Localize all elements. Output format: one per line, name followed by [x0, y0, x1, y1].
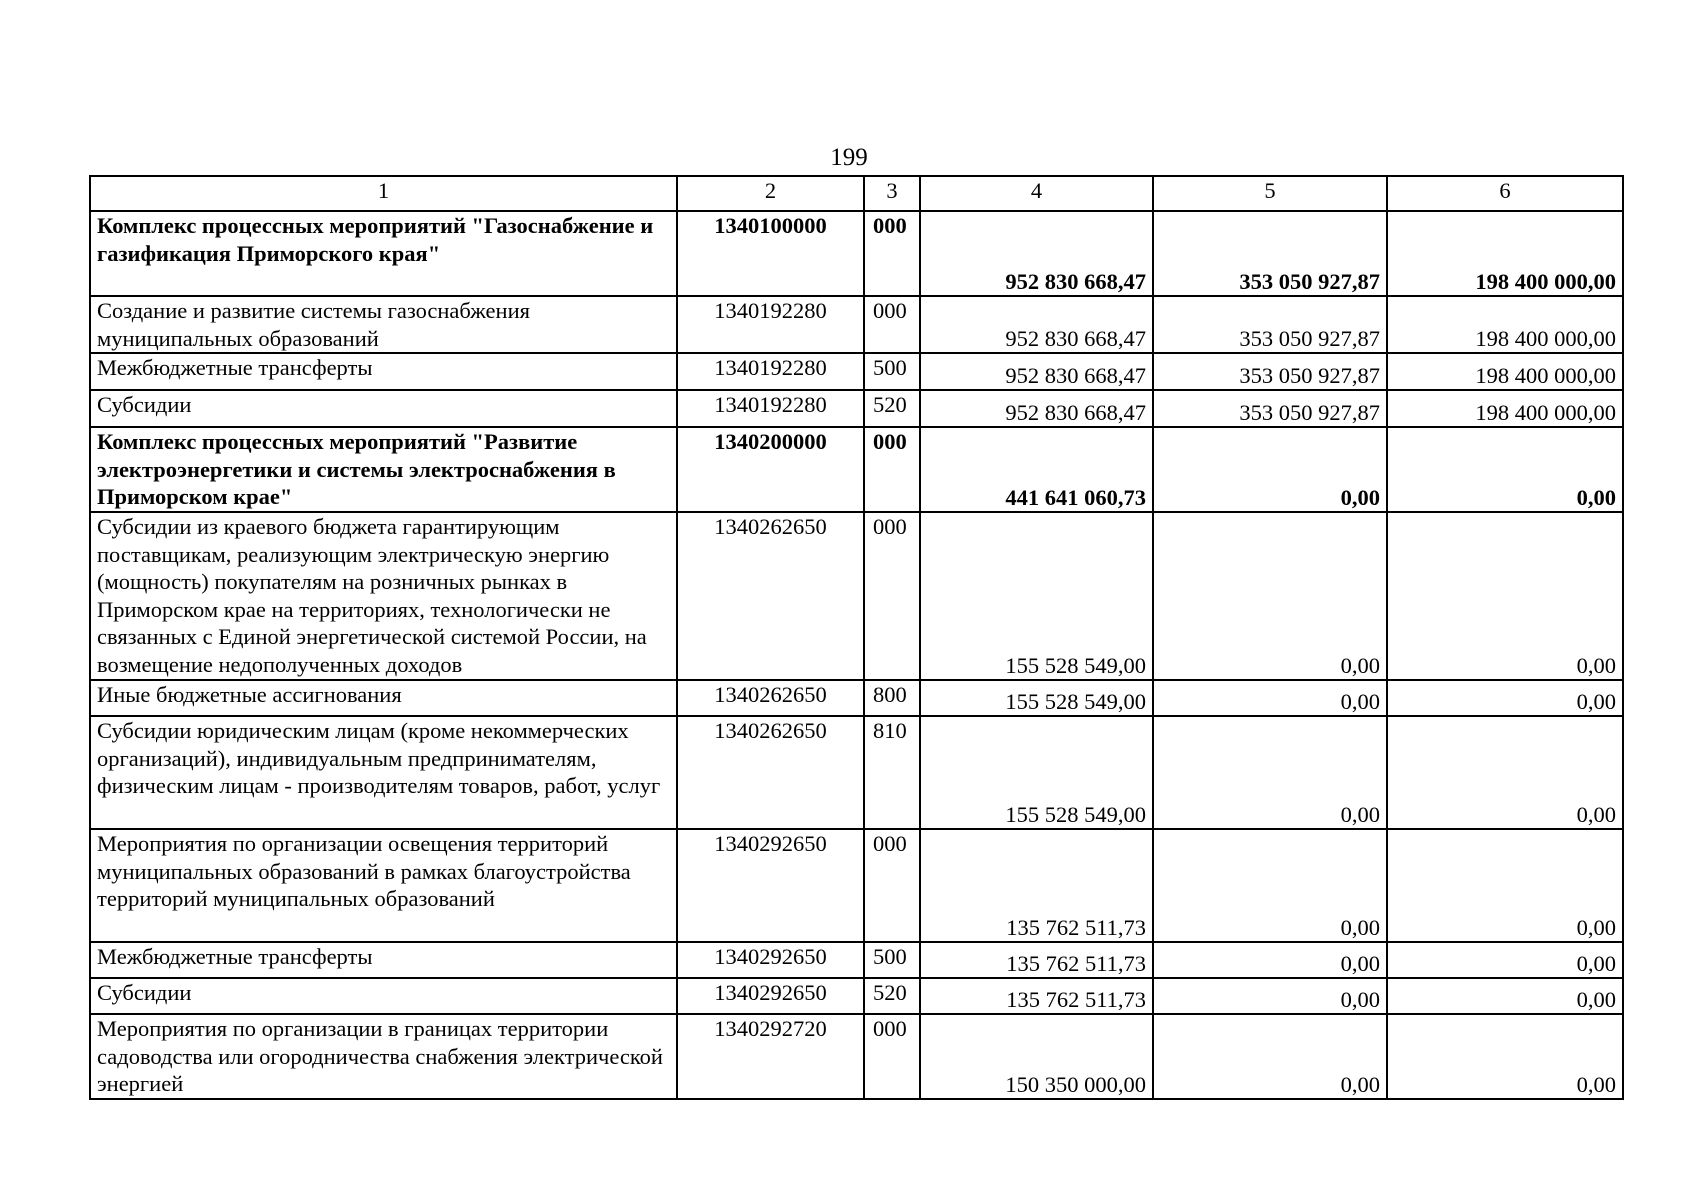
- row-name: Иные бюджетные ассигнования: [90, 680, 677, 716]
- table-row: [90, 512, 1623, 680]
- row-name: Мероприятия по организации в границах территории садоводства или огородничества снабжения электрической энергией: [90, 1014, 677, 1099]
- row-name: Межбюджетные трансферты: [90, 942, 677, 978]
- row-value-6: 0,00: [1387, 1014, 1623, 1099]
- row-code: 1340262650: [677, 512, 864, 680]
- row-value-5: 353 050 927,87: [1153, 296, 1387, 353]
- table-row: [90, 353, 1623, 390]
- table-row: [90, 716, 1623, 829]
- row-code: 1340292650: [677, 978, 864, 1014]
- row-name: Комплекс процессных мероприятий "Развитие электроэнергетики и системы электроснабжения в Приморском крае": [90, 427, 677, 512]
- row-value-4: 441 641 060,73: [920, 427, 1153, 512]
- header-cell: 4: [920, 176, 1153, 211]
- row-code: 1340262650: [677, 716, 864, 829]
- table-row: [90, 942, 1623, 978]
- row-name: Мероприятия по организации освещения территорий муниципальных образований в рамках благоустройства территорий муниципальных образований: [90, 829, 677, 942]
- row-code: 1340192280: [677, 390, 864, 427]
- row-kvr: 500: [864, 353, 920, 390]
- row-value-6: 198 400 000,00: [1387, 390, 1623, 427]
- row-value-5: 0,00: [1153, 716, 1387, 829]
- row-kvr: 000: [864, 512, 920, 680]
- row-value-6: 0,00: [1387, 829, 1623, 942]
- budget-table: [89, 175, 1624, 1100]
- row-value-6: 0,00: [1387, 978, 1623, 1014]
- row-name: Субсидии: [90, 390, 677, 427]
- table-row: [90, 427, 1623, 512]
- row-kvr: 810: [864, 716, 920, 829]
- header-row: [90, 176, 1623, 211]
- row-value-4: 952 830 668,47: [920, 390, 1153, 427]
- row-value-6: 0,00: [1387, 716, 1623, 829]
- row-code: 1340292650: [677, 942, 864, 978]
- row-value-6: 0,00: [1387, 427, 1623, 512]
- table-row: [90, 296, 1623, 353]
- row-name: Субсидии юридическим лицам (кроме некоммерческих организаций), индивидуальным предпринимателям, физическим лицам - производителям товаров, работ, услуг: [90, 716, 677, 829]
- table-row: [90, 211, 1623, 296]
- row-code: 1340200000: [677, 427, 864, 512]
- row-kvr: 520: [864, 978, 920, 1014]
- row-value-4: 135 762 511,73: [920, 978, 1153, 1014]
- row-value-5: 353 050 927,87: [1153, 353, 1387, 390]
- row-kvr: 000: [864, 1014, 920, 1099]
- row-value-4: 135 762 511,73: [920, 829, 1153, 942]
- row-kvr: 000: [864, 829, 920, 942]
- row-value-6: 198 400 000,00: [1387, 296, 1623, 353]
- row-code: 1340192280: [677, 296, 864, 353]
- row-value-4: 155 528 549,00: [920, 716, 1153, 829]
- row-value-4: 952 830 668,47: [920, 296, 1153, 353]
- row-value-4: 155 528 549,00: [920, 680, 1153, 716]
- row-value-5: 0,00: [1153, 978, 1387, 1014]
- table-row: [90, 680, 1623, 716]
- row-value-5: 0,00: [1153, 512, 1387, 680]
- table-row: [90, 978, 1623, 1014]
- row-kvr: 000: [864, 427, 920, 512]
- row-kvr: 520: [864, 390, 920, 427]
- row-value-4: 155 528 549,00: [920, 512, 1153, 680]
- row-value-6: 0,00: [1387, 942, 1623, 978]
- header-cell: 6: [1387, 176, 1623, 211]
- row-code: 1340100000: [677, 211, 864, 296]
- row-value-5: 353 050 927,87: [1153, 390, 1387, 427]
- row-name: Комплекс процессных мероприятий "Газоснабжение и газификация Приморского края": [90, 211, 677, 296]
- row-kvr: 000: [864, 211, 920, 296]
- row-name: Создание и развитие системы газоснабжения муниципальных образований: [90, 296, 677, 353]
- table-row: [90, 390, 1623, 427]
- row-value-5: 0,00: [1153, 829, 1387, 942]
- row-name: Межбюджетные трансферты: [90, 353, 677, 390]
- page-number: 199: [830, 144, 868, 171]
- header-cell: 5: [1153, 176, 1387, 211]
- row-value-5: 0,00: [1153, 1014, 1387, 1099]
- row-code: 1340292650: [677, 829, 864, 942]
- table-row: [90, 829, 1623, 942]
- row-value-6: 0,00: [1387, 512, 1623, 680]
- row-kvr: 800: [864, 680, 920, 716]
- row-code: 1340192280: [677, 353, 864, 390]
- row-code: 1340292720: [677, 1014, 864, 1099]
- row-code: 1340262650: [677, 680, 864, 716]
- header-cell: 2: [677, 176, 864, 211]
- row-value-4: 952 830 668,47: [920, 353, 1153, 390]
- row-value-5: 0,00: [1153, 680, 1387, 716]
- row-kvr: 000: [864, 296, 920, 353]
- row-value-6: 198 400 000,00: [1387, 353, 1623, 390]
- table-row: [90, 1014, 1623, 1099]
- row-value-4: 952 830 668,47: [920, 211, 1153, 296]
- row-name: Субсидии: [90, 978, 677, 1014]
- row-value-6: 198 400 000,00: [1387, 211, 1623, 296]
- header-cell: 1: [90, 176, 677, 211]
- row-value-5: 0,00: [1153, 427, 1387, 512]
- row-value-5: 0,00: [1153, 942, 1387, 978]
- row-name: Субсидии из краевого бюджета гарантирующим поставщикам, реализующим электрическую энергию (мощность) покупателям на розничных рынках в Приморском крае на территориях, технологически не связанных с Единой энергетической системой России, на возмещение недополученных доходов: [90, 512, 677, 680]
- row-value-4: 150 350 000,00: [920, 1014, 1153, 1099]
- row-kvr: 500: [864, 942, 920, 978]
- header-cell: 3: [864, 176, 920, 211]
- row-value-4: 135 762 511,73: [920, 942, 1153, 978]
- row-value-6: 0,00: [1387, 680, 1623, 716]
- row-value-5: 353 050 927,87: [1153, 211, 1387, 296]
